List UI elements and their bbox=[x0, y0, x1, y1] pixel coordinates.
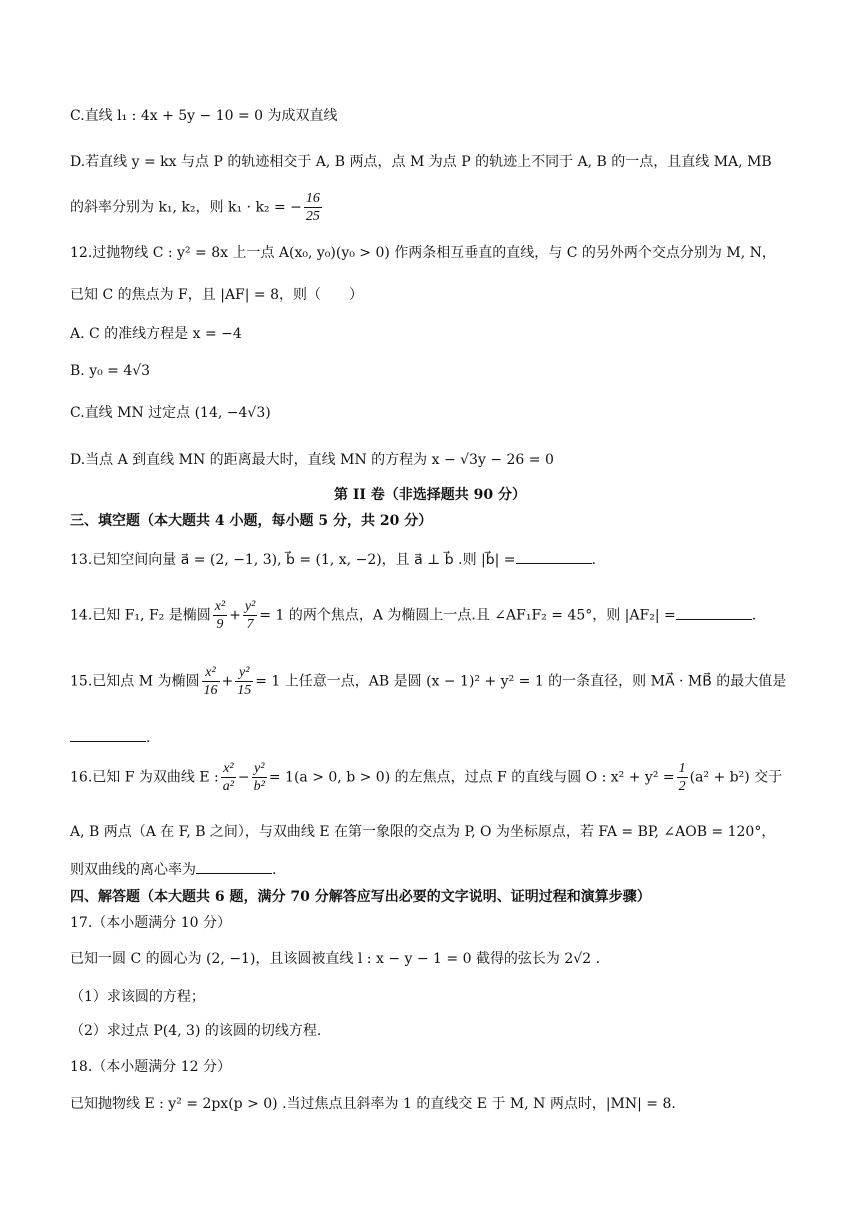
option-a-q12: A. C 的准线方程是 x = −4 bbox=[70, 326, 242, 342]
question-17-part-1: （1）求该圆的方程； bbox=[70, 989, 205, 1005]
fraction-y2-b2: $\frac{\text{y²}}{\text{b²}}$ bbox=[253, 761, 265, 794]
option-c-q11: C.直线 l₁ : 4x + 5y − 10 = 0 为成双直线 bbox=[70, 108, 338, 124]
question-12-stem: 12.过抛物线 C : y² = 8x 上一点 A(x₀, y₀)(y₀ > 0) 作两条相互垂直的直线，与 C 的另外两个交点分别为 M, N， bbox=[70, 245, 776, 261]
question-15: 15.已知点 M 为椭圆 $\frac{\text{x²}}{16}$ + $\frac{\text{y²}}{15}$ = 1 上任意一点，AB 是圆 (x − 1)² + y² = 1 的一条直径，则 MA⃗ · MB⃗ 的最大值是 bbox=[70, 665, 787, 698]
option-c-q12: C.直线 MN 过定点 (14, −4√3) bbox=[70, 405, 271, 421]
section-heading-fill-in: 三、填空题（本大题共 4 小题，每小题 5 分，共 20 分） bbox=[70, 513, 433, 529]
answer-blank bbox=[196, 859, 272, 874]
question-15-blank: . bbox=[70, 727, 800, 748]
option-d-q12: D.当点 A 到直线 MN 的距离最大时，直线 MN 的方程为 x − √3y − 26 = 0 bbox=[70, 452, 554, 468]
question-17-stem: 已知一圆 C 的圆心为 (2, −1)，且该圆被直线 l : x − y − 1 = 0 截得的弦长为 2√2 . bbox=[70, 951, 601, 967]
answer-blank bbox=[70, 727, 146, 742]
question-16-blank-line: 则双曲线的离心率为 . bbox=[70, 859, 800, 880]
answer-blank bbox=[516, 549, 592, 564]
question-16: 16.已知 F 为双曲线 E : $\frac{\text{x²}}{\text{a²}}$ − $\frac{\text{y²}}{\text{b²}}$ = 1(a > 0, b > 0) 的左焦点，过点 F 的直线与圆 O : x² + y² = $\frac{1}{2}$ (a² + b²) 交于 bbox=[70, 761, 783, 794]
answer-blank bbox=[676, 605, 752, 620]
fraction-x2-a2: $\frac{\text{x²}}{\text{a²}}$ bbox=[222, 761, 234, 794]
section-title-part-ii: 第 II 卷（非选择题共 90 分） bbox=[333, 487, 527, 503]
fraction-1-2: $\frac{1}{2}$ bbox=[678, 761, 686, 794]
option-b-q12: B. y₀ = 4√3 bbox=[70, 363, 151, 379]
option-d-q11: D.若直线 y = kx 与点 P 的轨迹相交于 A, B 两点，点 M 为点 P 的轨迹上不同于 A, B 的一点，且直线 MA, MB bbox=[70, 154, 772, 170]
question-17-part-2: （2）求过点 P(4, 3) 的该圆的切线方程. bbox=[70, 1023, 322, 1039]
fraction-y2-7: $\frac{\text{y²}}{7}$ bbox=[244, 599, 256, 632]
question-13: 13.已知空间向量 a⃗ = (2, −1, 3), b⃗ = (1, x, −2)，且 a⃗ ⊥ b⃗ .则 |b⃗| = . bbox=[70, 549, 800, 570]
question-17-header: 17.（本小题满分 10 分） bbox=[70, 915, 231, 931]
fraction-x2-9: $\frac{\text{x²}}{9}$ bbox=[214, 599, 226, 632]
question-16-cont: A, B 两点（A 在 F, B 之间），与双曲线 E 在第一象限的交点为 P, O 为坐标原点，若 FA = BP, ∠AOB = 120°， bbox=[70, 824, 776, 840]
section-heading-solutions: 四、解答题（本大题共 6 题，满分 70 分解答应写出必要的文字说明、证明过程和演算步骤） bbox=[70, 889, 651, 905]
fraction-y2-15: $\frac{\text{y²}}{15}$ bbox=[237, 665, 252, 698]
option-d-q11-cont: 的斜率分别为 k₁, k₂，则 k₁ · k₂ = − $\frac{16}{25}$ bbox=[70, 191, 320, 224]
question-12-stem-cont: 已知 C 的焦点为 F，且 |AF| = 8，则（ ） bbox=[70, 287, 364, 303]
question-18-stem: 已知抛物线 E : y² = 2px(p > 0) .当过焦点且斜率为 1 的直线交 E 于 M, N 两点时，|MN| = 8. bbox=[70, 1096, 676, 1112]
question-18-header: 18.（本小题满分 12 分） bbox=[70, 1059, 231, 1075]
question-14: 14.已知 F₁, F₂ 是椭圆 $\frac{\text{x²}}{9}$ + $\frac{\text{y²}}{7}$ = 1 的两个焦点，A 为椭圆上一点.且 ∠AF₁F₂ = 45°，则 |AF₂| = . bbox=[70, 599, 757, 632]
fraction-16-25: $\frac{16}{25}$ bbox=[305, 191, 320, 224]
fraction-x2-16: $\frac{\text{x²}}{16}$ bbox=[203, 665, 218, 698]
